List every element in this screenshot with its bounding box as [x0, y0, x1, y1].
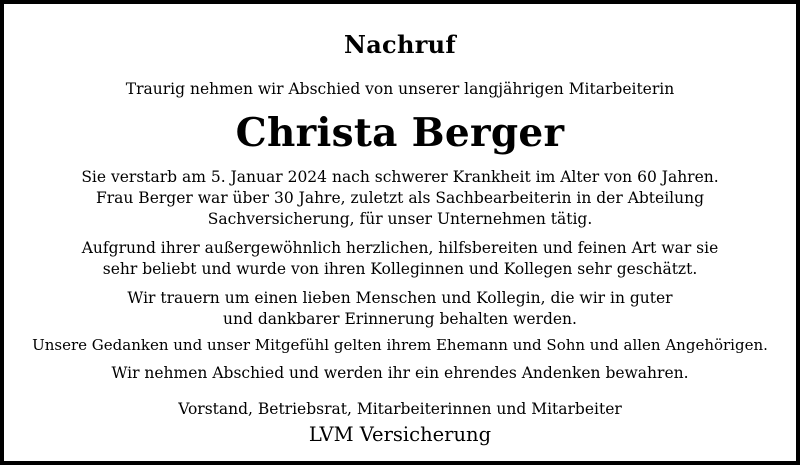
paragraph-1-line-1: Sie verstarb am 5. Januar 2024 nach schwerer Krankheit im Alter von 60 Jahren. — [81, 168, 719, 186]
paragraph-3-line-2: und dankbarer Erinnerung behalten werden. — [223, 310, 577, 328]
deceased-name: Christa Berger — [235, 110, 565, 156]
intro-line: Traurig nehmen wir Abschied von unserer langjährigen Mitarbeiterin — [125, 80, 675, 98]
paragraph-1-line-3: Sachversicherung, für unser Unternehmen tätig. — [207, 210, 593, 228]
paragraph-4: Unsere Gedanken und unser Mitgefühl gelten ihrem Ehemann und Sohn und allen Angehörigen. — [32, 336, 768, 354]
paragraph-2-line-2: sehr beliebt und wurde von ihren Kolleginnen und Kollegen sehr geschätzt. — [102, 260, 698, 278]
organization-name: LVM Versicherung — [308, 423, 492, 446]
paragraph-1-line-2: Frau Berger war über 30 Jahre, zuletzt als Sachbearbeiterin in der Abteilung — [95, 189, 705, 207]
notice-heading: Nachruf — [343, 30, 457, 59]
paragraph-2-line-1: Aufgrund ihrer außergewöhnlich herzlichen, hilfsbereiten und feinen Art war sie — [81, 239, 719, 257]
signatories: Vorstand, Betriebsrat, Mitarbeiterinnen und Mitarbeiter — [178, 400, 622, 418]
paragraph-3-line-1: Wir trauern um einen lieben Menschen und Kollegin, die wir in guter — [127, 289, 673, 307]
paragraph-5: Wir nehmen Abschied und werden ihr ein ehrendes Andenken bewahren. — [111, 364, 689, 382]
